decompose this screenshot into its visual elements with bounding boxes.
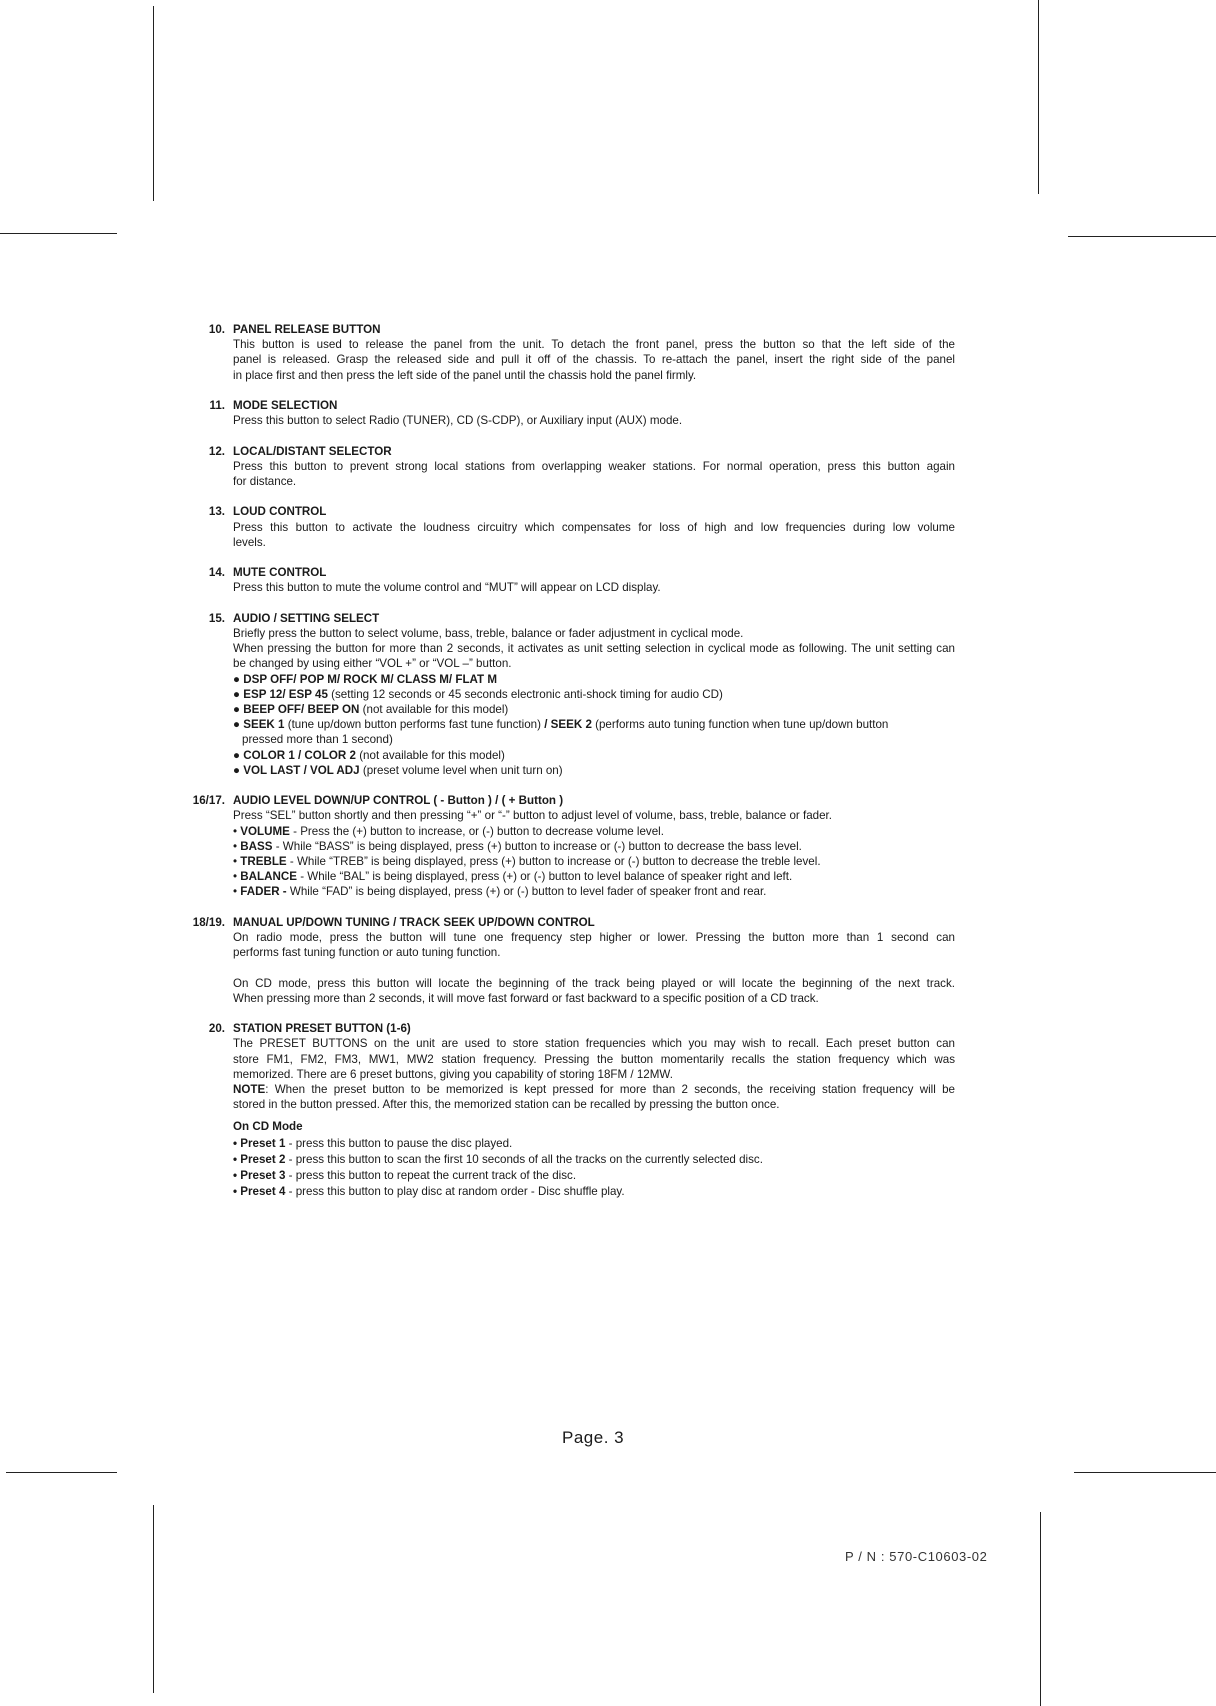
section-heading: [208, 1021, 978, 1036]
paragraph: [233, 413, 955, 428]
text-line: [233, 368, 955, 383]
crop-mark: [153, 6, 154, 201]
text-line: [233, 474, 955, 489]
section-body: [233, 626, 955, 778]
bold-label: FADER -: [240, 885, 287, 899]
section-body: [233, 520, 955, 550]
text-line: [233, 991, 955, 1006]
preset-text: - press this button to play disc at random order - Disc shuffle play.: [285, 1184, 625, 1198]
paragraph: [233, 520, 955, 550]
text-line: [233, 626, 955, 641]
section-20: [208, 1021, 978, 1199]
section-heading: [208, 322, 978, 337]
item-text: - Press the (+) button to increase, or (-) button to decrease volume level.: [289, 824, 664, 838]
section-body: [233, 337, 955, 383]
section-title: LOCAL/DISTANT SELECTOR: [233, 444, 392, 458]
preset-text: - press this button to repeat the current track of the disc.: [285, 1168, 577, 1182]
bullet-item: [233, 824, 955, 839]
paragraph: [233, 641, 955, 671]
item-text: (tune up/down button performs fast tune function): [284, 718, 545, 732]
item-text: performs fast tuning function or auto tuning function.: [233, 946, 501, 960]
item-text: - While “TREB” is being displayed, press (+) button to increase or (-) button to decrease the treble level.: [286, 855, 821, 869]
section-heading: [192, 915, 978, 930]
bullet-icon: •: [233, 1184, 241, 1198]
preset-item: [233, 1152, 955, 1168]
item-text: (not available for this model): [355, 748, 505, 762]
paragraph: [233, 337, 955, 383]
bullet-icon: •: [233, 855, 241, 869]
bullet-item: [233, 884, 955, 899]
preset-item: [233, 1136, 955, 1152]
bullet-icon: •: [233, 1136, 241, 1150]
section-title: STATION PRESET BUTTON (1-6): [233, 1022, 411, 1036]
item-text: This button is used to release the panel from the unit. To detach the front panel, press the button so that the left side of the: [233, 338, 955, 352]
section-18-19: [192, 915, 978, 1006]
section-heading: [208, 444, 978, 459]
crop-mark: [1040, 1512, 1041, 1706]
paragraph: [233, 626, 955, 641]
bullet-icon: •: [233, 839, 241, 853]
item-text: Press this button to mute the volume control and “MUT” will appear on LCD display.: [233, 581, 661, 595]
item-text: Press “SEL” button shortly and then pressing “+” or “-” button to adjust level of volume, bass, treble, balance or fader.: [233, 809, 832, 823]
bold-label: DSP OFF/ POP M/ ROCK M/ CLASS M/ FLAT M: [243, 672, 498, 686]
item-text: stored in the button pressed. After this, the memorized station can be recalled by pressing the button once.: [233, 1098, 780, 1112]
preset-item: [233, 1184, 955, 1200]
bullet-icon: •: [233, 824, 241, 838]
bold-label: BEEP OFF/ BEEP ON: [243, 703, 360, 716]
bullet-item: [233, 839, 955, 854]
text-line: [233, 413, 955, 428]
bold-label: VOLUME: [240, 824, 290, 838]
cd-mode-heading: On CD Mode: [233, 1120, 303, 1134]
section-heading: [208, 565, 978, 580]
paragraph: [233, 1036, 955, 1082]
section-10: [208, 322, 978, 383]
section-title: MANUAL UP/DOWN TUNING / TRACK SEEK UP/DOWN CONTROL: [233, 915, 595, 929]
bullet-icon: ●: [233, 718, 244, 732]
bullet-icon: •: [233, 870, 241, 884]
section-13: [208, 504, 978, 550]
section-number: 18/19.: [192, 915, 225, 929]
section-title: MUTE CONTROL: [233, 566, 327, 580]
text-line: [233, 930, 955, 945]
bullet-item: [233, 869, 955, 884]
section-number: 14.: [208, 566, 225, 580]
text-line: [233, 641, 955, 656]
bullet-item: [233, 854, 955, 869]
preset-label: Preset 4: [240, 1184, 286, 1198]
section-14: [208, 565, 978, 595]
section-11: [208, 398, 978, 428]
item-text: On radio mode, press the button will tune one frequency step higher or lower. Pressing the button more than 1 second can: [233, 931, 955, 945]
crop-mark: [1068, 236, 1216, 237]
blank-line: [233, 960, 955, 975]
item-text: Press this button to prevent strong local stations from overlapping weaker stations. For normal operation, press this button again: [233, 459, 955, 473]
bullet-icon: •: [233, 1168, 241, 1182]
item-text: - While “BAL” is being displayed, press (+) or (-) button to level balance of speaker right and left.: [296, 870, 793, 884]
bullet-icon: •: [233, 885, 241, 899]
bullet-item: [233, 687, 955, 702]
item-text: The PRESET BUTTONS on the unit are used to store station frequencies which you may wish to recall. Each preset button can: [233, 1037, 955, 1051]
bold-label: NOTE: [233, 1083, 266, 1097]
item-text: store FM1, FM2, FM3, MW1, MW2 station frequency. Pressing the button momentarily recalls the station frequency which was: [233, 1052, 955, 1066]
bullet-icon: •: [233, 1152, 241, 1166]
paragraph: [233, 930, 955, 960]
section-number: 12.: [208, 444, 225, 458]
text-line: [233, 1067, 955, 1082]
section-title: MODE SELECTION: [233, 399, 338, 412]
bullet-item: [233, 748, 955, 763]
bullet-icon: ●: [233, 703, 244, 716]
preset-text: - press this button to scan the first 10 seconds of all the tracks on the currently selected disc.: [285, 1152, 763, 1166]
crop-mark: [6, 1472, 117, 1473]
bullet-item: [233, 702, 955, 717]
section-title: AUDIO / SETTING SELECT: [233, 611, 380, 625]
paragraph: [233, 459, 955, 489]
bold-label: BALANCE: [240, 870, 297, 884]
text-line: [233, 337, 955, 352]
text-line: [233, 1052, 955, 1067]
section-title: LOUD CONTROL: [233, 505, 327, 519]
section-number: 20.: [208, 1022, 225, 1036]
crop-mark: [1038, 0, 1039, 194]
section-heading: [208, 398, 978, 413]
bullet-icon: ●: [233, 748, 244, 762]
item-text: be changed by using either “VOL +” or “VOL –” button.: [233, 657, 512, 671]
text-line: [233, 808, 955, 823]
item-text: memorized. There are 6 preset buttons, giving you capability of storing 18FM / 12MW.: [233, 1067, 673, 1081]
item-text: for distance.: [233, 475, 297, 488]
section-body: [233, 413, 955, 428]
section-15: [208, 611, 978, 778]
text-line: [233, 1082, 955, 1097]
crop-mark: [0, 233, 117, 234]
manual-content: [192, 322, 978, 1215]
paragraph: [233, 672, 955, 778]
page-number: Page. 3: [562, 1428, 625, 1447]
item-text: When pressing the button for more than 2 seconds, it activates as unit setting selection in cyclical mode as following. The unit setting can: [233, 642, 955, 656]
section-heading: [208, 504, 978, 519]
item-text: : When the preset button to be memorized is kept pressed for more than 2 seconds, the receiving station frequency will be: [265, 1083, 955, 1097]
item-text: When pressing more than 2 seconds, it will move fast forward or fast backward to a specific position of a CD track.: [233, 991, 819, 1005]
part-number: P / N : 570-C10603-02: [845, 1549, 988, 1564]
item-text: panel is released. Grasp the released side and pull it off of the chassis. To re-attach the panel, insert the right side of the panel: [233, 353, 955, 367]
paragraph: [233, 808, 955, 899]
item-text: Press this button to activate the loudness circuitry which compensates for loss of high and low frequencies during low volume: [233, 520, 955, 534]
bullet-item: [233, 763, 955, 778]
section-heading: [192, 793, 978, 808]
section-number: 16/17.: [192, 794, 225, 808]
paragraph: [233, 1082, 955, 1112]
section-16-17: [192, 793, 978, 899]
item-text: - While “BASS” is being displayed, press (+) button to increase or (-) button to decrease the bass level.: [272, 839, 802, 853]
text-line: [233, 580, 955, 595]
section-heading: [208, 611, 978, 626]
text-line: [233, 459, 955, 474]
section-title: AUDIO LEVEL DOWN/UP CONTROL ( - Button ) / ( + Button ): [233, 794, 564, 808]
text-line: [233, 945, 955, 960]
preset-text: - press this button to pause the disc played.: [285, 1136, 513, 1150]
item-text: (setting 12 seconds or 45 seconds electronic anti-shock timing for audio CD): [327, 687, 723, 701]
text-line: [233, 1097, 955, 1112]
paragraph: [233, 580, 955, 595]
section-title: PANEL RELEASE BUTTON: [233, 323, 381, 336]
bullet-continuation: pressed more than 1 second): [242, 733, 393, 747]
preset-label: Preset 2: [240, 1152, 286, 1166]
item-text: (not available for this model): [359, 703, 509, 716]
bullet-item: [233, 672, 955, 687]
item-text: (preset volume level when unit turn on): [359, 763, 563, 777]
paragraph: [233, 976, 955, 1006]
text-line: [233, 520, 955, 535]
item-text: in place first and then press the left side of the panel until the chassis hold the panel firmly.: [233, 368, 697, 382]
crop-mark: [1074, 1472, 1216, 1473]
text-line: [233, 352, 955, 367]
section-number: 11.: [209, 399, 225, 412]
item-text: While “FAD” is being displayed, press (+) or (-) button to level fader of speaker front and rear.: [286, 885, 767, 899]
item-text: Press this button to select Radio (TUNER), CD (S-CDP), or Auxiliary input (AUX) mode.: [233, 414, 683, 428]
bold-label: COLOR 1 / COLOR 2: [243, 748, 356, 762]
text-line: [233, 656, 955, 671]
section-body: [233, 580, 955, 595]
bold-label: SEEK 1: [243, 718, 285, 732]
bullet-item: [233, 717, 955, 732]
crop-mark: [153, 1505, 154, 1693]
item-text: (performs auto tuning function when tune up/down button: [591, 718, 889, 732]
item-text: Briefly press the button to select volume, bass, treble, balance or fader adjustment in cyclical mode.: [233, 626, 744, 640]
item-text: On CD mode, press this button will locate the beginning of the track being played or will locate the beginning of the next track.: [233, 976, 955, 990]
section-number: 15.: [208, 611, 225, 625]
bold-label: ESP 12/ ESP 45: [243, 687, 328, 701]
bold-label: / SEEK 2: [544, 718, 592, 732]
bullet-icon: ●: [233, 687, 244, 701]
preset-label: Preset 1: [240, 1136, 286, 1150]
section-body: [233, 1036, 955, 1199]
section-body: [233, 930, 955, 1006]
bold-label: TREBLE: [240, 855, 287, 869]
text-line: [233, 1036, 955, 1051]
section-body: [233, 459, 955, 489]
bold-label: BASS: [240, 839, 273, 853]
section-12: [208, 444, 978, 490]
item-text: levels.: [233, 535, 266, 549]
preset-item: [233, 1168, 955, 1184]
text-line: [233, 535, 955, 550]
preset-label: Preset 3: [240, 1168, 286, 1182]
bullet-icon: ●: [233, 763, 244, 777]
section-body: [233, 808, 955, 899]
section-number: 13.: [208, 505, 225, 519]
text-line: [233, 976, 955, 991]
section-number: 10.: [208, 323, 225, 336]
bold-label: VOL LAST / VOL ADJ: [243, 763, 360, 777]
bullet-icon: ●: [233, 672, 244, 686]
